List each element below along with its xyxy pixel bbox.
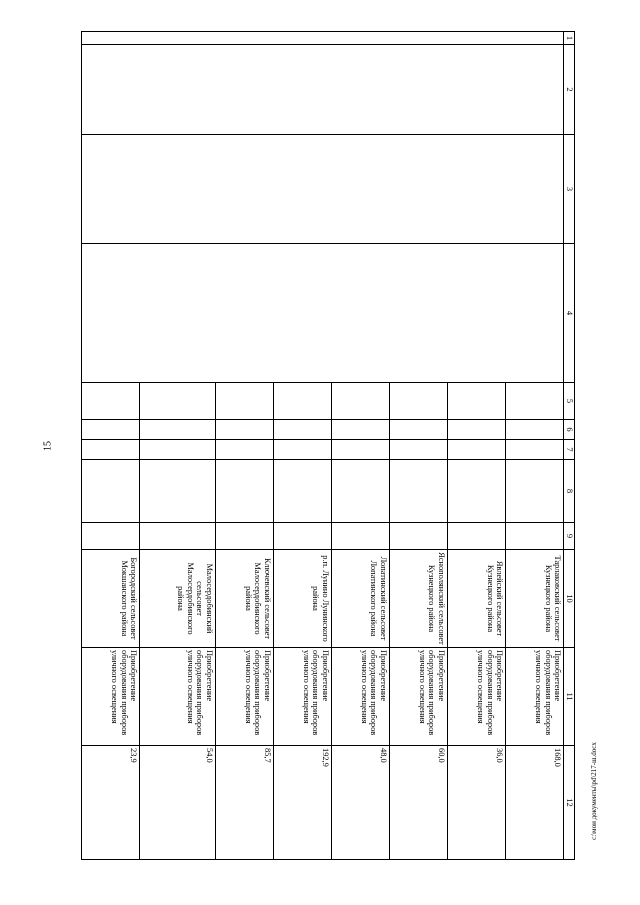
municipality-cell: Лопатинский сельсовет Лопатинского района xyxy=(331,550,389,648)
header-cell: 4 xyxy=(564,244,575,383)
table-cell xyxy=(273,440,331,460)
table-cell xyxy=(140,440,216,460)
municipality-cell: Явлейский сельсовет Кузнецкого района xyxy=(447,550,505,648)
table-cell xyxy=(505,420,563,440)
header-cell: 6 xyxy=(564,420,575,440)
purpose-cell: Приобретение оборудования приборов уличного освещения xyxy=(331,648,389,746)
table-cell xyxy=(447,460,505,523)
header-cell: 5 xyxy=(564,383,575,420)
amount-cell: 54,0 xyxy=(140,746,216,860)
header-cell: 8 xyxy=(564,460,575,523)
table-cell xyxy=(82,523,140,550)
header-cell: 12 xyxy=(564,746,575,860)
header-cell: 11 xyxy=(564,648,575,746)
table-cell xyxy=(215,440,273,460)
table-cell xyxy=(273,383,331,420)
table-row xyxy=(505,32,563,860)
table-cell xyxy=(273,420,331,440)
table-cell xyxy=(389,440,447,460)
municipality-cell: Богородский сельсовет Мокшанского района xyxy=(82,550,140,648)
table-cell xyxy=(140,383,216,420)
table-cell xyxy=(273,523,331,550)
table-cell xyxy=(505,383,563,420)
table-cell xyxy=(505,523,563,550)
header-cell: 1 xyxy=(564,32,575,45)
table-cell xyxy=(389,460,447,523)
header-cell: 10 xyxy=(564,550,575,648)
table-cell xyxy=(215,383,273,420)
table-cell xyxy=(389,523,447,550)
table-cell xyxy=(447,383,505,420)
header-cell: 7 xyxy=(564,440,575,460)
header-cell: 2 xyxy=(564,45,575,135)
amount-cell: 85,7 xyxy=(215,746,273,860)
table-cell xyxy=(505,460,563,523)
table-cell xyxy=(140,523,216,550)
table-cell xyxy=(82,460,140,523)
amount-cell: 23,9 xyxy=(82,746,140,860)
table-cell xyxy=(447,523,505,550)
municipality-cell: Ключевский сельсовет Малосердобинского района xyxy=(215,550,273,648)
table-cell xyxy=(389,420,447,440)
header-cell: 9 xyxy=(564,523,575,550)
table-cell xyxy=(82,420,140,440)
header-cell: 3 xyxy=(564,135,575,244)
table-cell xyxy=(215,460,273,523)
amount-cell: 48,0 xyxy=(331,746,389,860)
purpose-cell: Приобретение оборудования приборов уличного освещения xyxy=(273,648,331,746)
table-cell xyxy=(82,244,564,383)
municipality-cell: р.п. Лунино Лунинского района xyxy=(273,550,331,648)
table-cell xyxy=(331,383,389,420)
amount-cell: 60,0 xyxy=(389,746,447,860)
table-cell xyxy=(82,32,564,45)
amount-cell: 192,9 xyxy=(273,746,331,860)
rotated-table-wrapper xyxy=(81,31,575,859)
page-number: 15 xyxy=(42,441,54,451)
file-path-footer: c:\мои документы\рd\217-ш.docx xyxy=(590,742,598,840)
header-row xyxy=(564,32,575,860)
table-cell xyxy=(82,135,564,244)
municipality-cell: Тарлаковский сельсовет Кузнецкого района xyxy=(505,550,563,648)
purpose-cell: Приобретение оборудования приборов уличного освещения xyxy=(505,648,563,746)
table-cell xyxy=(447,440,505,460)
allocation-table xyxy=(81,31,575,860)
purpose-cell: Приобретение оборудования приборов уличного освещения xyxy=(215,648,273,746)
table-cell xyxy=(140,420,216,440)
purpose-cell: Приобретение оборудования приборов уличного освещения xyxy=(82,648,140,746)
table-cell xyxy=(331,440,389,460)
table-cell xyxy=(82,440,140,460)
table-cell xyxy=(82,45,564,135)
municipality-cell: Малосердобинский сельсовет Малосердобинского района xyxy=(140,550,216,648)
table-cell xyxy=(331,420,389,440)
table-cell xyxy=(447,420,505,440)
amount-cell: 36,0 xyxy=(447,746,505,860)
table-cell xyxy=(215,420,273,440)
table-cell xyxy=(140,460,216,523)
table-cell xyxy=(273,460,331,523)
purpose-cell: Приобретение оборудования приборов уличного освещения xyxy=(389,648,447,746)
purpose-cell: Приобретение оборудования приборов уличного освещения xyxy=(140,648,216,746)
table-cell xyxy=(331,460,389,523)
table-cell xyxy=(331,523,389,550)
municipality-cell: Яснополянский сельсовет Кузнецкого района xyxy=(389,550,447,648)
table-cell xyxy=(505,440,563,460)
table-cell xyxy=(389,383,447,420)
table-cell xyxy=(215,523,273,550)
amount-cell: 168,0 xyxy=(505,746,563,860)
table-cell xyxy=(82,383,140,420)
purpose-cell: Приобретение оборудования приборов уличного освещения xyxy=(447,648,505,746)
